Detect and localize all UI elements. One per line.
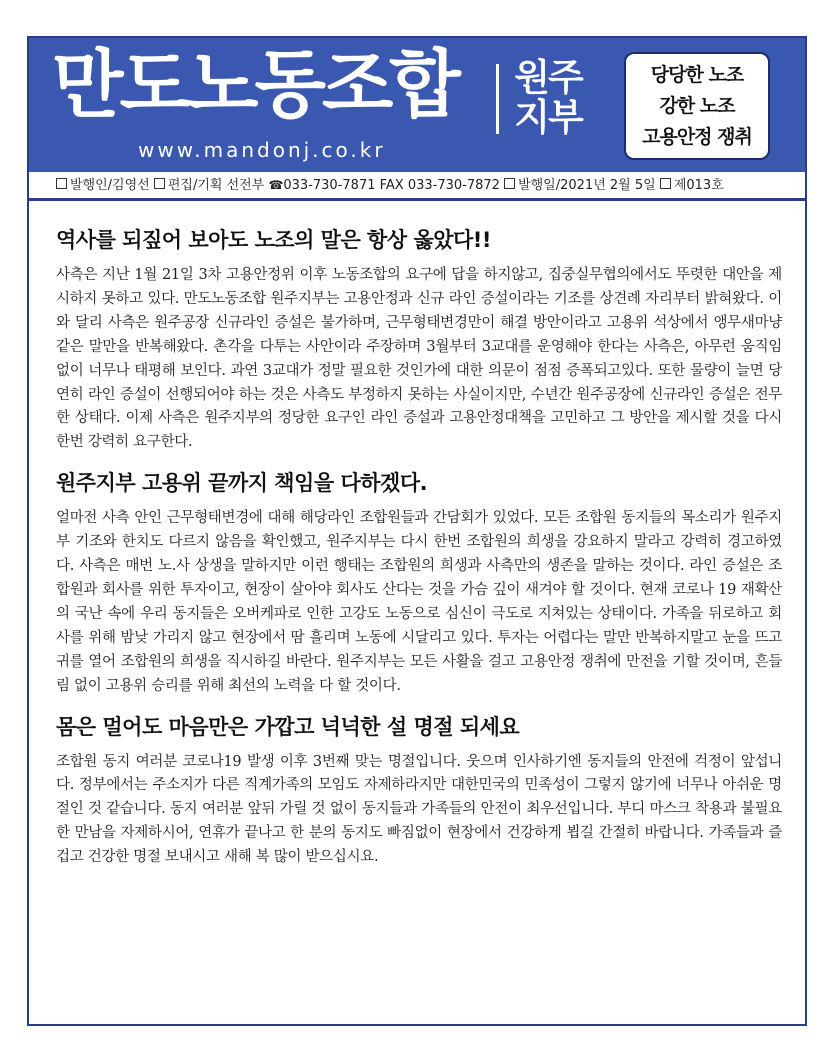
article-1 <box>56 226 782 455</box>
article-2 <box>56 469 782 698</box>
slogan-2: 강한 노조 <box>659 95 735 117</box>
masthead-title: 만도노동조합 <box>52 42 457 128</box>
masthead-url[interactable]: www.mandonj.co.kr <box>138 138 386 162</box>
publication-info <box>56 176 796 195</box>
phone-icon: ☎ <box>268 178 284 192</box>
publisher: 발행인/김영선 <box>70 178 150 193</box>
checkbox-icon <box>660 178 671 189</box>
article-heading: 몸은 멀어도 마음만은 가깝고 넉넉한 설 명절 되세요 <box>56 714 520 739</box>
slogan-3: 고용안정 쟁취 <box>642 126 752 148</box>
masthead-branch <box>508 58 588 138</box>
article-list <box>56 212 782 870</box>
article-body: 조합원 동지 여러분 코로나19 발생 이후 3번째 맞는 명절입니다. 웃으며 인사하기엔 동지들의 안전에 걱정이 앞섭니다. 정부에서는 주소지가 다른 직계가족의 모임도 자제하라지만 대한민국의 민족성이 그렇지 않기에 너무나 아쉬운 명절인 것 같습니다. 동지 여러분 앞뒤 가릴 것 없이 동지들과 가족들의 안전이 최우선입니다. 부디 마스크 착용과 불필요한 만남을 자제하시어, 연휴가 끝나고 한 분의 동지도 빠짐없이 현장에서 건강하게 뵙길 간절히 바랍니다. 가족들과 즐겁고 건강한 명절 보내시고 새해 복 많이 받으십시요. <box>56 753 782 866</box>
contact-numbers: 033-730-7871 FAX 033-730-7872 <box>283 178 500 193</box>
issue-date: 발행일/2021년 2월 5일 <box>518 178 656 193</box>
article-body: 얼마전 사측 안인 근무형태변경에 대해 해당라인 조합원들과 간담회가 있었다. 모든 조합원 동지들의 목소리가 원주지부 기조와 한치도 다르지 않음을 확인했고, 원주지부는 다시 한번 조합원의 희생을 강요하지 말라고 강력히 경고하였다. 사측은 매번 노.사 상생을 말하지만 이런 행태는 조합원의 희생과 사측만의 생존을 말하는 것이다. 라인 증설은 조합원과 회사를 위한 투자이고, 현장이 살아야 회사도 산다는 것을 가슴 깊이 새겨야 할 것이다. 현재 코로나 19 재확산의 국난 속에 우리 동지들은 오버케파로 인한 고강도 노동으로 심신이 극도로 지쳐있는 상태이다. 가족을 뒤로하고 회사를 위해 밤낮 가리지 않고 현장에서 땀 흘리며 노동에 시달리고 있다. 투자는 어렵다는 말만 반복하지말고 눈을 뜨고 귀를 열어 조합원의 희생을 직시하길 바란다. 원주지부는 모든 사활을 걸고 고용안정 쟁취에 만전을 기할 것이며, 흔들림 없이 고용위 승리를 위해 최선의 노력을 다 할 것이다. <box>56 510 782 694</box>
article-heading: 원주지부 고용위 끝까지 책임을 다하겠다. <box>56 471 428 496</box>
masthead-divider <box>496 64 499 134</box>
article-heading: 역사를 되짚어 보아도 노조의 말은 항상 옳았다!! <box>56 228 491 252</box>
checkbox-icon <box>504 178 515 189</box>
checkbox-icon <box>154 178 165 189</box>
article-body: 사측은 지난 1월 21일 3차 고용안정위 이후 노동조합의 요구에 답을 하지않고, 집중실무협의에서도 뚜렷한 대안을 제시하지 못하고 있다. 만도노동조합 원주지부는 고용안정과 신규 라인 증설이라는 기조를 상견례 자리부터 밝혀왔다. 이와 달리 사측은 원주공장 신규라인 증설은 불가하며, 근무형태변경만이 해결 방안이라고 고용위 석상에서 앵무새마냥 같은 말만을 반복해왔다. 촌각을 다투는 사안이라 주장하며 3월부터 3교대를 운영해야 한다는 사측은, 아무런 움직임 없이 너무나 태평해 보인다. 과연 3교대가 정말 필요한 것인가에 대한 의문이 점점 증폭되고있다. 또한 물량이 늘면 당연히 라인 증설이 선행되어야 하는 것은 사측도 부정하지 못하는 사실이지만, 수년간 원주공장에 신규라인 증설은 전무한 상태다. 이제 사측은 원주지부의 정당한 요구인 라인 증설과 고용안정대책을 고민하고 그 방안을 제시할 것을 다시 한번 강력히 요구한다. <box>56 267 782 451</box>
slogan-1: 당당한 노조 <box>650 64 744 86</box>
checkbox-icon <box>56 178 67 189</box>
masthead-branch-line1: 원주 <box>514 56 582 99</box>
slogan-box <box>624 52 770 160</box>
article-3 <box>56 713 782 871</box>
editor: 편집/기획 선전부 <box>167 178 265 193</box>
header-rule <box>27 198 807 201</box>
issue-number: 제013호 <box>673 178 724 193</box>
masthead-branch-line2: 지부 <box>514 96 582 139</box>
